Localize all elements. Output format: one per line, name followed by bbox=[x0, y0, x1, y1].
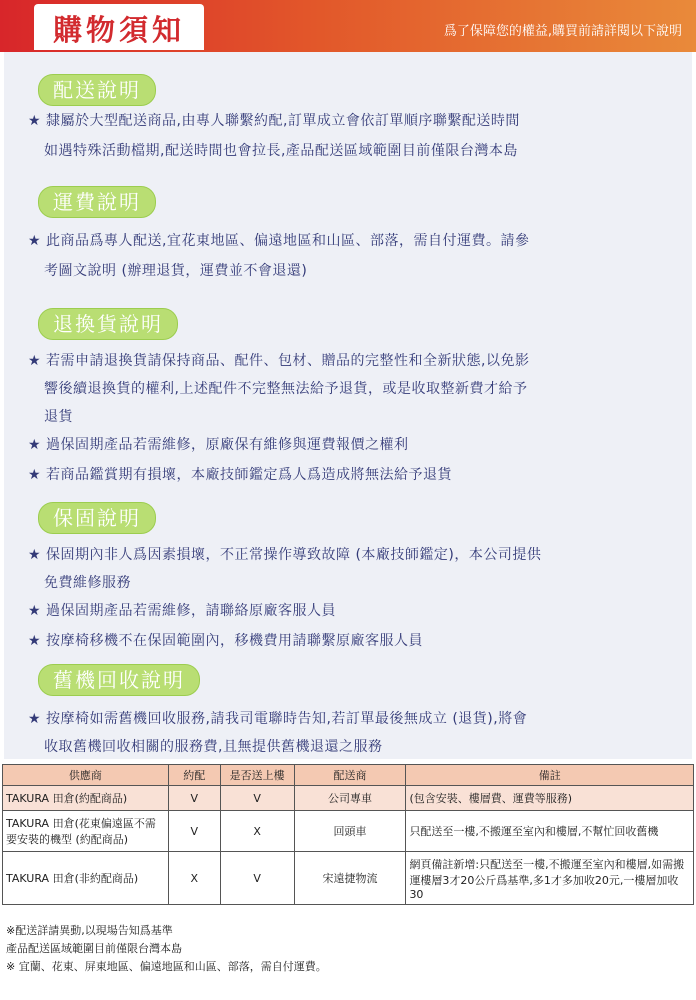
section-title-shipping: 運費說明 bbox=[38, 186, 156, 218]
table-cell: V bbox=[220, 852, 294, 905]
table-cell: (包含安裝、樓層費、運費等服務) bbox=[406, 786, 694, 811]
table-row bbox=[3, 786, 694, 811]
table-header: 約配 bbox=[168, 765, 220, 786]
table-cell: 網頁備註新增:只配送至一樓,不搬運至室內和樓層,如需搬運樓層3才20公斤爲基準,多1才多加收20元,一樓層加收30 bbox=[406, 852, 694, 905]
header-title-box bbox=[34, 4, 204, 50]
shipping-line-1: ★ 此商品爲專人配送,宜花東地區、偏遠地區和山區、部落，需自付運費。請參 bbox=[28, 233, 530, 249]
table-header: 配送商 bbox=[294, 765, 406, 786]
footnote-2: 產品配送區域範圍目前僅限台灣本島 bbox=[6, 942, 182, 955]
table-cell: TAKURA 田倉(花東偏遠區不需要安裝的機型 (約配商品) bbox=[3, 811, 169, 852]
table-cell: V bbox=[168, 786, 220, 811]
warranty-line-3: ★ 過保固期產品若需維修，請聯絡原廠客服人員 bbox=[28, 603, 336, 619]
delivery-line-1: ★ 隸屬於大型配送商品,由專人聯繫約配,訂單成立會依訂單順序聯繫配送時間 bbox=[28, 113, 520, 129]
page-subtitle: 爲了保障您的權益,購買前請詳閱以下說明 bbox=[443, 24, 682, 39]
section-title-returns: 退換貨說明 bbox=[38, 308, 178, 340]
table-header-row bbox=[3, 765, 694, 786]
footnote-3: ※ 宜蘭、花東、屏東地區、偏遠地區和山區、部落，需自付運費。 bbox=[6, 960, 327, 973]
shipping-line-2: 考圖文說明 (辦理退貨，運費並不會退還) bbox=[44, 263, 308, 279]
table-cell: 回頭車 bbox=[294, 811, 406, 852]
table-header: 供應商 bbox=[3, 765, 169, 786]
table-cell: TAKURA 田倉(非約配商品) bbox=[3, 852, 169, 905]
returns-line-1: ★ 若需申請退換貨請保持商品、配件、包材、贈品的完整性和全新狀態,以免影 bbox=[28, 353, 530, 369]
table-header: 是否送上樓 bbox=[220, 765, 294, 786]
section-title-delivery: 配送說明 bbox=[38, 74, 156, 106]
warranty-line-1: ★ 保固期內非人爲因素損壞，不正常操作導致故障 (本廠技師鑑定)，本公司提供 bbox=[28, 547, 542, 563]
header-banner bbox=[0, 0, 696, 52]
recycle-line-2: 收取舊機回收相關的服務費,且無提供舊機退還之服務 bbox=[44, 739, 383, 755]
table-cell: TAKURA 田倉(約配商品) bbox=[3, 786, 169, 811]
table-cell: 只配送至一樓,不搬運至室內和樓層,不幫忙回收舊機 bbox=[406, 811, 694, 852]
table-cell: 公司專車 bbox=[294, 786, 406, 811]
returns-line-2: 響後續退換貨的權利,上述配件不完整無法給予退貨，或是收取整新費才給予 bbox=[44, 381, 528, 397]
returns-line-5: ★ 若商品鑑賞期有損壞，本廠技師鑑定爲人爲造成將無法給予退貨 bbox=[28, 467, 452, 483]
section-title-warranty: 保固說明 bbox=[38, 502, 156, 534]
table-cell: V bbox=[220, 786, 294, 811]
returns-line-3: 退貨 bbox=[44, 409, 73, 425]
footnote-1: ※配送詳請異動,以現場告知爲基準 bbox=[6, 924, 173, 937]
table-row bbox=[3, 852, 694, 905]
table-cell: X bbox=[220, 811, 294, 852]
delivery-table bbox=[2, 764, 694, 905]
recycle-line-1: ★ 按摩椅如需舊機回收服務,請我司電聯時告知,若訂單最後無成立 (退貨),將會 bbox=[28, 711, 528, 727]
delivery-line-2: 如遇特殊活動檔期,配送時間也會拉長,產品配送區域範圍目前僅限台灣本島 bbox=[44, 143, 518, 159]
table-cell: X bbox=[168, 852, 220, 905]
table-header: 備註 bbox=[406, 765, 694, 786]
page-title: 購物須知 bbox=[52, 13, 185, 47]
section-title-recycle: 舊機回收說明 bbox=[38, 664, 200, 696]
returns-line-4: ★ 過保固期產品若需維修，原廠保有維修與運費報價之權利 bbox=[28, 437, 409, 453]
table-cell: 宋遠捷物流 bbox=[294, 852, 406, 905]
table-cell: V bbox=[168, 811, 220, 852]
table-row bbox=[3, 811, 694, 852]
warranty-line-4: ★ 按摩椅移機不在保固範圍內，移機費用請聯繫原廠客服人員 bbox=[28, 633, 423, 649]
warranty-line-2: 免費維修服務 bbox=[44, 575, 131, 591]
